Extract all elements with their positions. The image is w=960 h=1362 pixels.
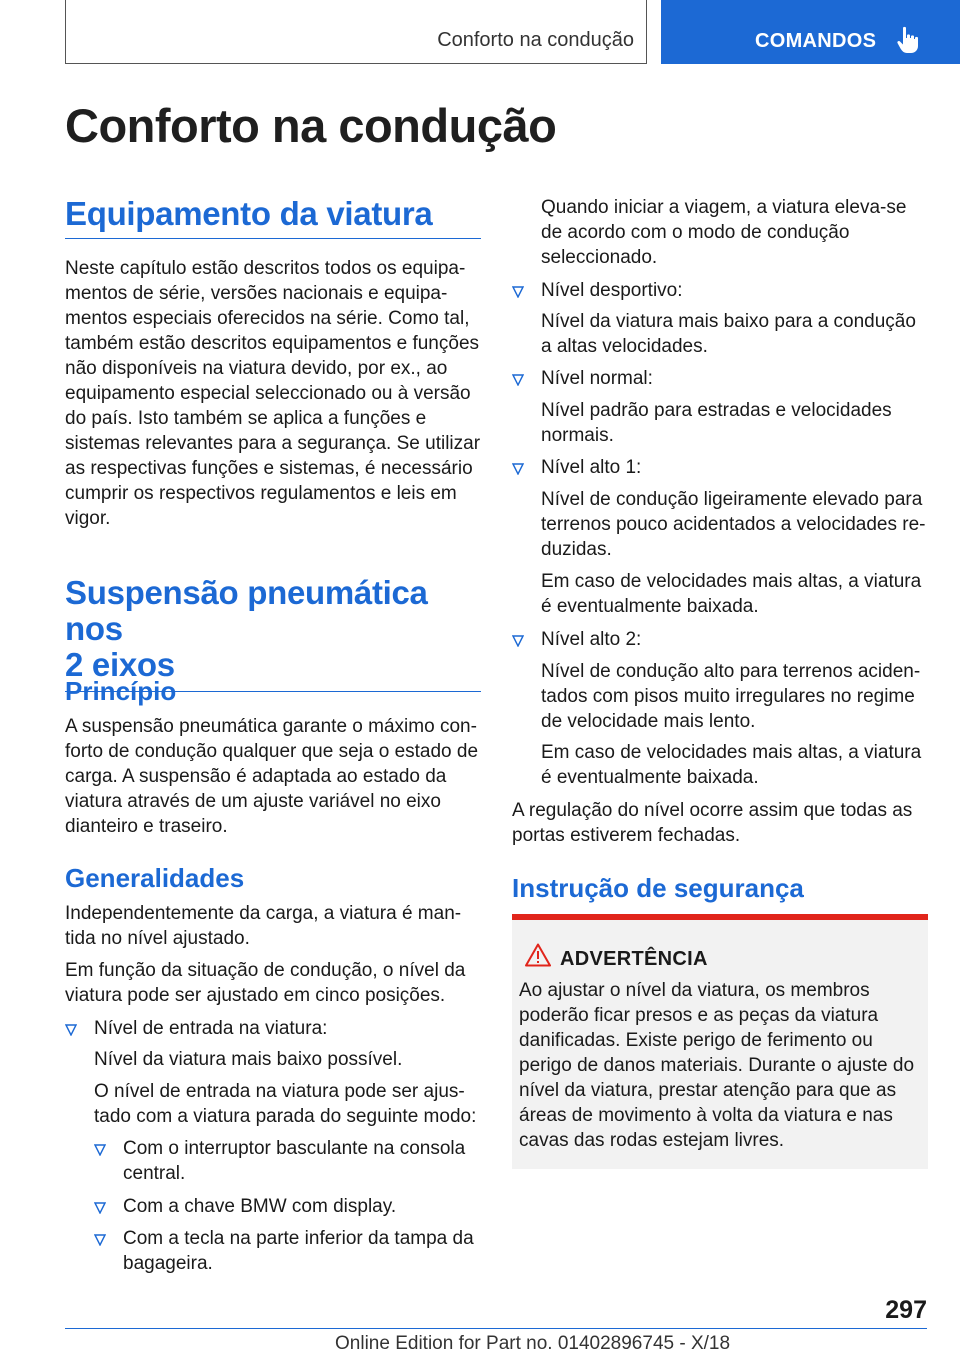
bullet-triangle-icon bbox=[512, 286, 524, 298]
footer-edition-text: Online Edition for Part no. 01402896745 - X/18 bbox=[335, 1333, 731, 1354]
header-chapter-label: COMANDOS bbox=[755, 30, 877, 52]
high2-level-label: Nível alto 2: bbox=[541, 629, 642, 650]
header-section-tab bbox=[65, 0, 647, 64]
general-heading: Generalidades bbox=[65, 863, 245, 893]
bullet-triangle-icon bbox=[512, 635, 524, 647]
warning-triangle-icon bbox=[525, 943, 551, 967]
general-text-2: Em função da situação de condução, o nível da viatura pode ser ajustado em cinco posições. bbox=[65, 960, 466, 1006]
normal-level-description: Nível padrão para estradas e velocidades normais. bbox=[541, 400, 892, 446]
bullet-triangle-icon bbox=[512, 374, 524, 386]
warning-title: ADVERTÊNCIA bbox=[560, 948, 708, 970]
high1-level-description-1: Nível de condução ligeiramente elevado para terrenos pouco acidentados a velocidades reduzidas. bbox=[541, 489, 926, 560]
principle-text: A suspensão pneumática garante o máximo conforto de condução qualquer que seja o estado de carga. A suspensão é adaptada ao estado da viatura através de um ajuste variável no eixo dianteiro e traseiro. bbox=[65, 716, 479, 837]
sub-item-1: Com o interruptor basculante na consola central. bbox=[123, 1138, 466, 1184]
bullet-entry-label: Nível de entrada na viatura: bbox=[94, 1018, 328, 1039]
sub-item-2: Com a chave BMW com display. bbox=[123, 1196, 397, 1217]
sport-level-label: Nível desportivo: bbox=[541, 280, 683, 301]
bullet-triangle-icon bbox=[94, 1234, 106, 1246]
suspension-heading bbox=[65, 575, 481, 692]
pointing-hand-icon bbox=[897, 26, 919, 54]
high2-level-description-1: Nível de condução alto para terrenos acidentados com pisos muito irregulares no regime de velocidade mais lento. bbox=[541, 661, 921, 732]
suspension-heading-line-2: 2 eixos bbox=[65, 646, 175, 683]
high1-level-label: Nível alto 1: bbox=[541, 457, 642, 478]
general-text-1: Independentemente da carga, a viatura é mantida no nível ajustado. bbox=[65, 903, 462, 949]
safety-heading: Instrução de segurança bbox=[512, 873, 804, 903]
header-section-title: Conforto na condução bbox=[437, 29, 634, 51]
continuation-text: Quando iniciar a viagem, a viatura eleva-se de acordo com o modo de condução seleccionado. bbox=[541, 197, 907, 268]
page-title: Conforto na condução bbox=[65, 99, 557, 152]
bullet-triangle-icon bbox=[94, 1202, 106, 1214]
principle-heading: Princípio bbox=[65, 676, 177, 706]
bullet-triangle-icon bbox=[65, 1024, 77, 1036]
list-item bbox=[512, 455, 928, 480]
list-item bbox=[512, 366, 928, 391]
normal-level-label: Nível normal: bbox=[541, 368, 653, 389]
warning-box bbox=[512, 914, 928, 1169]
list-item bbox=[512, 278, 928, 303]
list-item bbox=[94, 1194, 481, 1219]
list-item bbox=[94, 1136, 481, 1186]
bullet-triangle-icon bbox=[94, 1144, 106, 1156]
page-number: 297 bbox=[885, 1296, 927, 1324]
equipment-heading: Equipamento da viatura bbox=[65, 196, 481, 239]
suspension-heading-line-1: Suspensão pneumática nos bbox=[65, 574, 428, 647]
list-item bbox=[94, 1226, 481, 1276]
list-item bbox=[512, 627, 928, 652]
entry-description-1: Nível da viatura mais baixo possível. bbox=[94, 1049, 403, 1070]
sport-level-description: Nível da viatura mais baixo para a condução a altas velocidades. bbox=[541, 311, 916, 357]
high1-level-description-2: Em caso de velocidades mais altas, a viatura é eventualmente baixada. bbox=[541, 571, 922, 617]
footer-divider bbox=[65, 1328, 927, 1329]
sub-item-3: Com a tecla na parte inferior da tampa da bagageira. bbox=[123, 1228, 474, 1274]
equipment-text: Neste capítulo estão descritos todos os equipamentos de série, versões nacionais e equipamentos especiais oferecidos na série. Como tal, também estão descritos equipamentos e funções não disponíveis na viatura devido, por ex., ao equipamento especial seleccionado ou à versão do país. Isto também se aplica a funções e sistemas relevantes para a segurança. Se utilizar as respectivas funções e sistemas, é necessário cumprir os respectivos regulamentos e leis em vigor. bbox=[65, 258, 481, 529]
entry-description-2: O nível de entrada na viatura pode ser ajustado com a viatura parada do seguinte modo: bbox=[94, 1081, 477, 1127]
warning-text: Ao ajustar o nível da viatura, os membros poderão ficar presos e as peças da viatura danificadas. Existe perigo de ferimento ou perigo de danos materiais. Durante o ajuste do nível da viatura, prestar atenção para que as áreas de movimento à volta da viatura e nas cavas das rodas estejam livres. bbox=[519, 980, 915, 1151]
list-item bbox=[65, 1016, 481, 1041]
bullet-triangle-icon bbox=[512, 463, 524, 475]
header-chapter-tab bbox=[661, 0, 960, 64]
high2-level-description-2: Em caso de velocidades mais altas, a viatura é eventualmente baixada. bbox=[541, 742, 922, 788]
regulation-text: A regulação do nível ocorre assim que todas as portas estiverem fechadas. bbox=[512, 800, 913, 846]
